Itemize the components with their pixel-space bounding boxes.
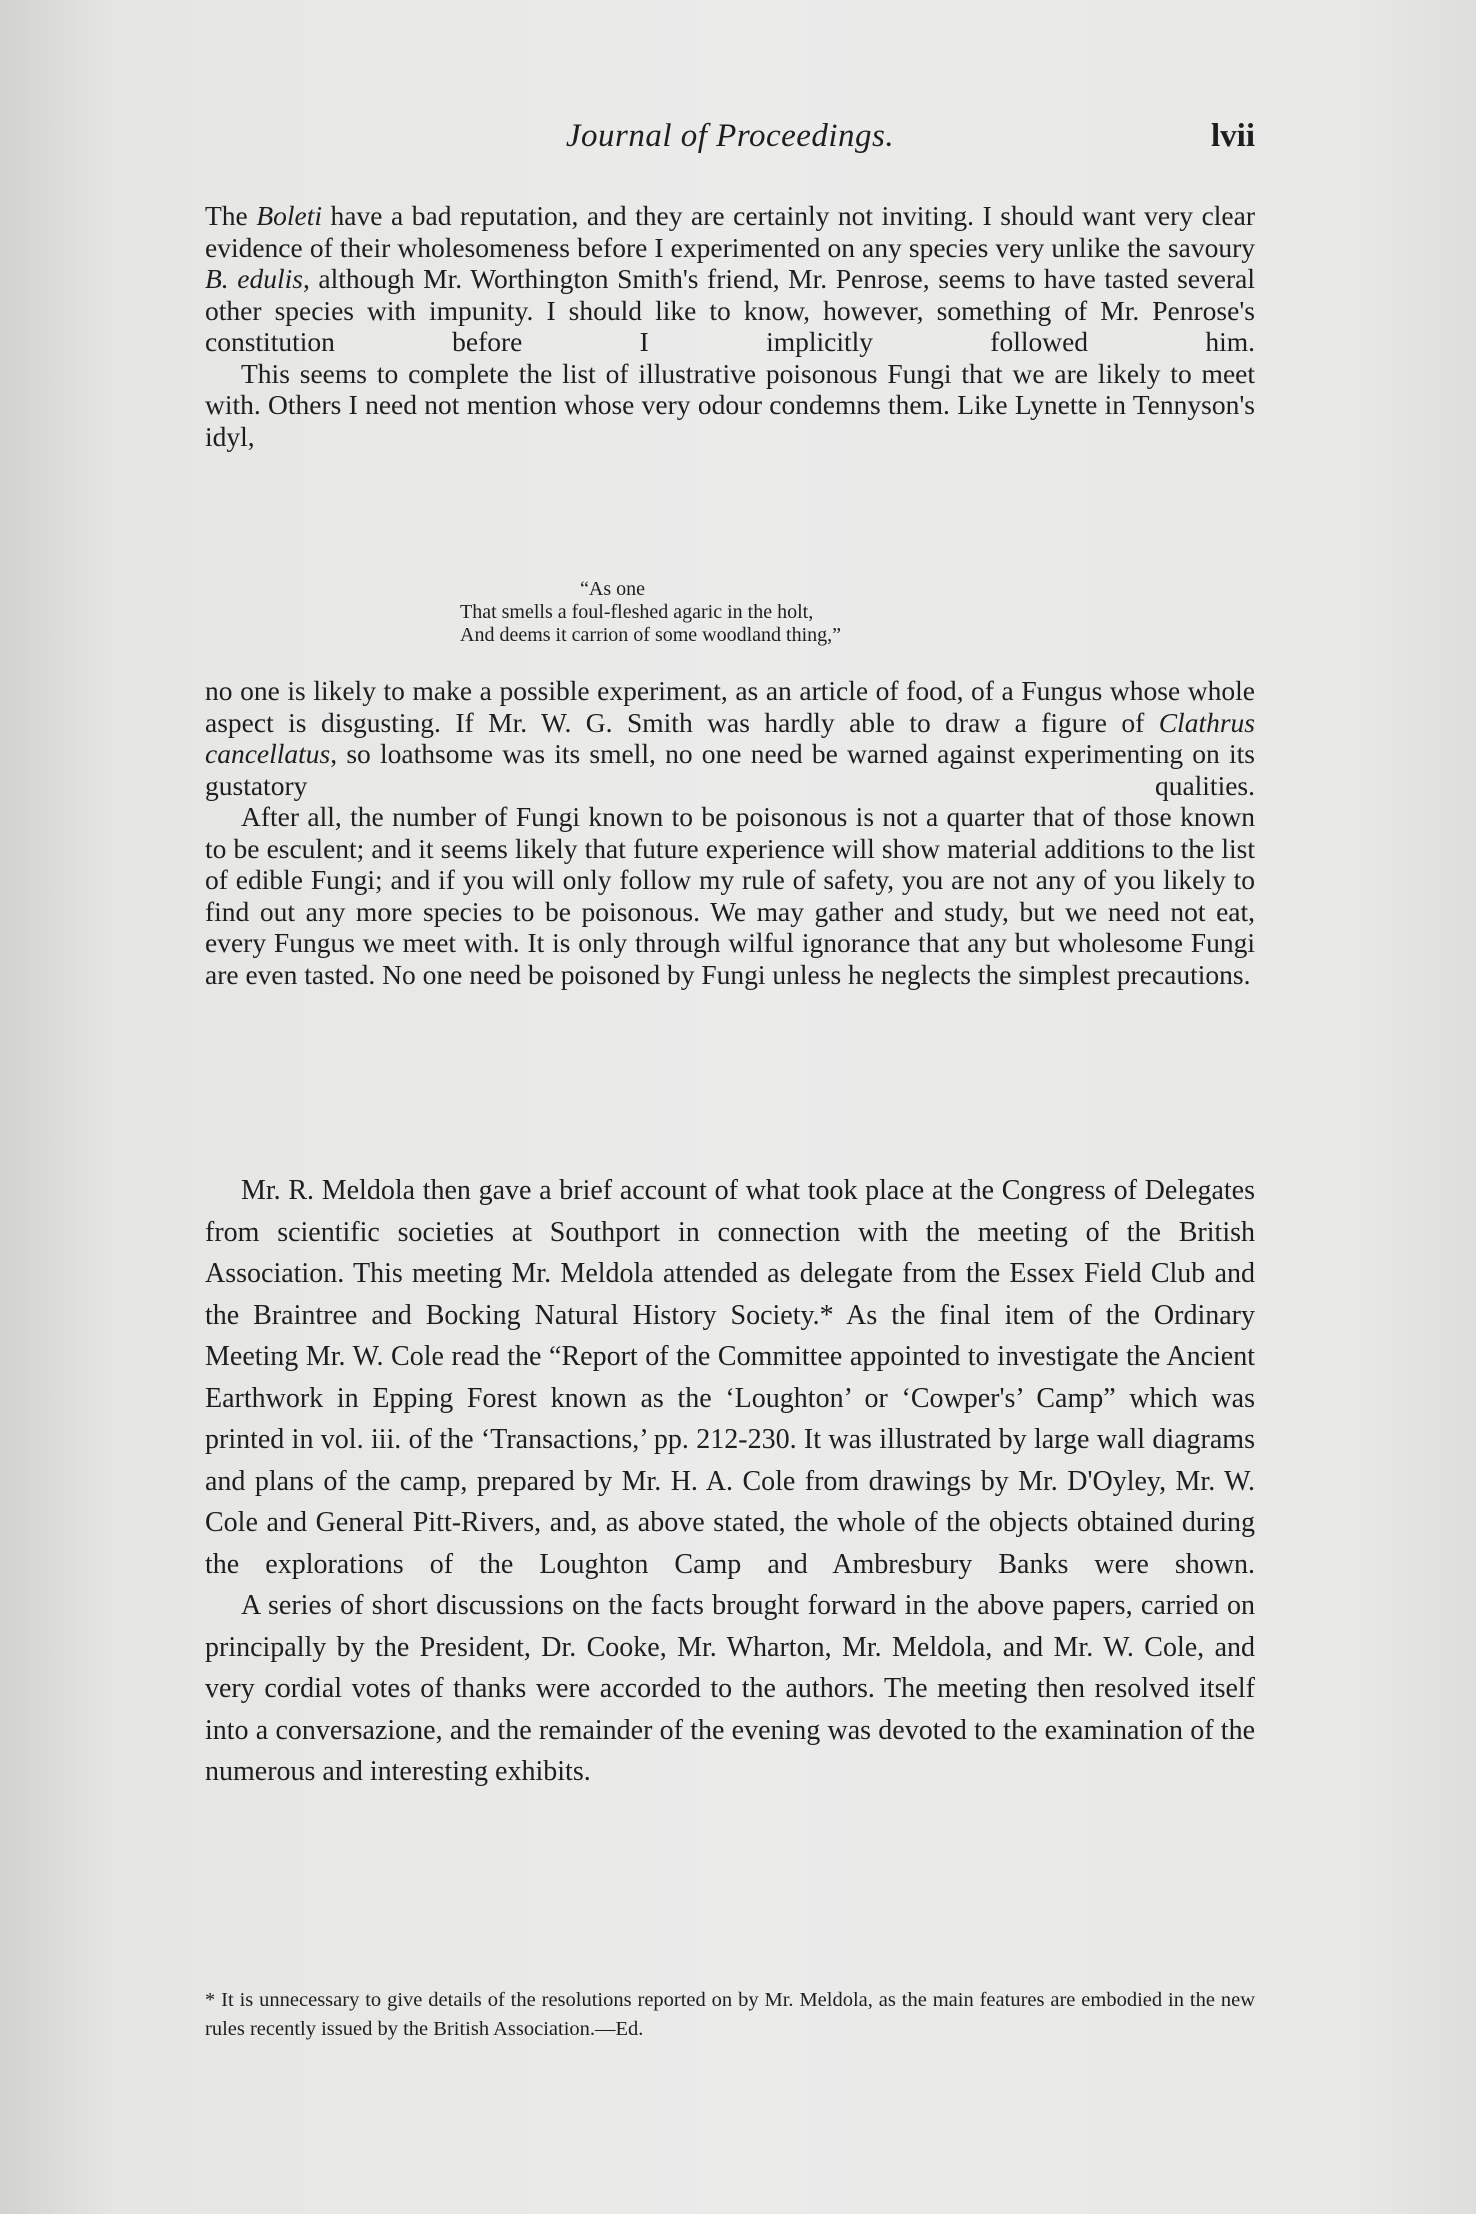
paragraph-poisonous-fungi-list: This seems to complete the list of illustrative poisonous Fungi that we are likely to meet with. Others I need not mention whose very odour condemns them. Like Lynette in Tennyson's idyl, xyxy=(205,357,1255,452)
page-number: lvii xyxy=(1210,118,1255,154)
footnote: * It is unnecessary to give details of the resolutions reported on by Mr. Meldola, as the main features are embodied in the new rules recently issued by the British Association.—Ed. xyxy=(205,1989,1255,2040)
tennyson-quotation xyxy=(400,578,1060,647)
disgusting-fungus-section xyxy=(205,675,1255,990)
running-title: Journal of Proceedings. xyxy=(565,118,895,154)
paragraph-discussions: A series of short discussions on the facts brought forward in the above papers, carried on principally by the President, Dr. Cooke, Mr. Wharton, Mr. Meldola, and Mr. W. Cole, and very cordial votes of thanks were accorded to the authors. The meeting then resolved itself into a conversazione, and the remainder of the evening was devoted to the examination of the numerous and interesting exhibits. xyxy=(205,1590,1255,1787)
paragraph-rule-of-safety: After all, the number of Fungi known to be poisonous is not a quarter that of those known to be esculent; and it seems likely that future experience will show material additions to the list of edible Fungi; and if you will only follow my rule of safety, you are not any of you likely to find out any more species to be poisonous. We may gather and study, but we need not eat, every Fungus we meet with. It is only through wilful ignorance that any but wholesome Fungi are even tasted. No one need be poisoned by Fungi unless he neglects the simplest precautions. xyxy=(205,801,1255,990)
quote-line: “As one xyxy=(580,578,645,600)
paragraph-meldola-report: Mr. R. Meldola then gave a brief account of what took place at the Congress of Delegates from scientific societies at Southport in connection with the meeting of the British Association. This meeting Mr. Meldola attended as delegate from the Essex Field Club and the Braintree and Bocking Natural History Society.* As the final item of the Ordinary Meeting Mr. W. Cole read the “Report of the Committee appointed to investigate the Ancient Earthwork in Epping Forest known as the ‘Loughton’ or ‘Cowper's’ Camp” which was printed in vol. iii. of the ‘Transactions,’ pp. 212-230. It was illustrated by large wall diagrams and plans of the camp, prepared by Mr. H. A. Cole from drawings by Mr. D'Oyley, Mr. W. Cole and General Pitt-Rivers, and, as above stated, the whole of the objects obtained during the explorations of the Loughton Camp and Ambresbury Banks were shown. xyxy=(205,1175,1255,1580)
page-header xyxy=(205,118,1255,178)
paragraph-boleti: The Boleti have a bad reputation, and they are certainly not inviting. I should want very clear evidence of their wholesomeness before I experimented on any species very unlike the savoury B. edulis, although Mr. Worthington Smith's friend, Mr. Penrose, seems to have tasted several other species with impunity. I should like to know, however, something of Mr. Penrose's constitution before I implicitly followed him. xyxy=(205,200,1255,357)
paragraph-clathrus: no one is likely to make a possible experiment, as an article of food, of a Fungus whose whole aspect is disgusting. If Mr. W. G. Smith was hardly able to draw a figure of Clathrus cancellatus, so loathsome was its smell, no one need be warned against experimenting on its gustatory qualities. xyxy=(205,675,1255,801)
proceedings-section xyxy=(205,1170,1255,1793)
quote-line: And deems it carrion of some woodland thing,” xyxy=(460,624,842,646)
quote-line: That smells a foul-fleshed agaric in the holt, xyxy=(460,601,814,623)
boleti-section xyxy=(205,200,1255,452)
